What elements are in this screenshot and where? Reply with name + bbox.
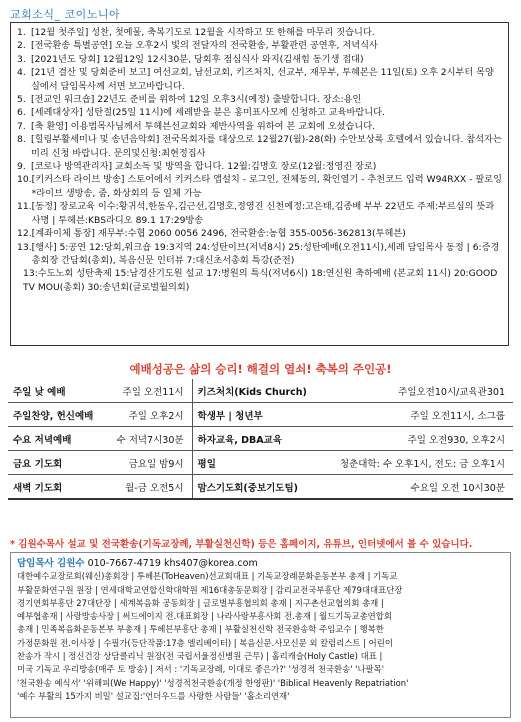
news-item-text: [전국환송 특별공연] 오늘 오후2시 빛의 전달자의 전국환송, 부활관련 공연후, 저녁식사	[31, 40, 378, 52]
news-item	[17, 120, 502, 133]
pastor-bio-line: 가정문화원 전.이사장 | 수필가(등단작품:17층 엘리베이터) | 복음신문.사모신문 외 칼럼리스트 | 어린이	[17, 637, 393, 648]
worship-row	[8, 403, 513, 427]
news-item-text: [행사] 5:공연 12:당회,워크숍 19:3지역 24:성탄이브(저녁8시) 25:성탄예배(오전11시),세례 담임목사 동정 | 6:증경총회장 간담회(총회), 복음신문 인터뷰 7:대신초서총회 특강(준전)	[31, 241, 500, 266]
news-item	[17, 106, 502, 119]
pastor-bio-line: 부활문화연구원 원장 | 연세대학교연합신학대학원 제16대총동문회장 | 감리교전국부흥단 제79대대표단장	[17, 584, 403, 595]
worship-time: 수요일 오전 10시30분	[321, 475, 513, 500]
worship-name: 맘스기도회(중보기도팀)	[192, 475, 321, 500]
news-item-text: [힐링부활세미나 및 송년음악회] 전국목회자를 대상으로 12월27(월)-28(화) 수안보상록 호텔에서 있습니다. 참석자는 미리 신청 바랍니다. 문의및신청:최현정집사	[31, 134, 502, 159]
pastor-name: 담임목사 김원수	[17, 558, 85, 569]
pastor-profile-box	[10, 552, 511, 718]
news-item-text: [전교인 워크숍] 22년도 준비를 위하여 12일 오후3시(예정) 출발합니다. 장소:용인	[31, 94, 362, 106]
pastor-bio-line: 찬송가 작시 | 정신건강 상담클리닉 원장(전 국립서울정신병원 근무) | 홀리캐슬(Holy Castle) 대표 |	[17, 651, 383, 662]
pastor-bio-line: '예수 부활의 15가지 비밀' 설교집:'언더우드를 사랑한 사람들' '홀소리연재'	[17, 690, 290, 701]
pastor-contact: 010-7667-4719 khs407@korea.com	[87, 558, 258, 569]
pastor-header	[17, 557, 506, 570]
pastor-bio-line: 경기연회부흥단 27대단장 | 세계복음화 공동회장 | 글로벌부흥협의회 총재 | 지구촌선교협의회 총재 |	[17, 597, 384, 608]
pastor-bio-line: '천국환송 예식서' '위해피(We Happy)' '성경적천국환송(개정 한영판)' 'Biblical Heavenly Repatriation'	[17, 677, 409, 688]
news-item	[17, 160, 502, 173]
news-item-number: 1.	[17, 27, 26, 38]
news-item-text: [세례대상자] 성탄절(25일 11시)에 세례받을 분은 홍미표사모께 신청하고 교육바랍니다.	[31, 107, 385, 119]
news-item-text: [12월 첫주일] 성찬, 첫예물, 축복기도로 12월을 시작하고 또 한해를 마무리 짓습니다.	[31, 27, 375, 38]
worship-time: 금요일 밤9시	[105, 451, 192, 475]
worship-time: 주일 오전930, 오후2시	[321, 427, 513, 451]
worship-time: 수 저녁7시30분	[105, 427, 192, 451]
worship-time: 주일 오전11시	[105, 379, 192, 403]
worship-row	[8, 379, 513, 403]
news-item-number: 6.	[17, 107, 26, 119]
worship-time: 주일 오전11시, 소그룹	[321, 403, 513, 427]
worship-time: 월-금 오전5시	[105, 475, 192, 500]
section-title: 교회소식_ 코이노니아	[10, 8, 121, 21]
news-item-text: [계좌이체 통장] 재무부:수협 2060 0056 2496, 전국환송:농협 355-0056-362813(투헤븐)	[31, 228, 406, 240]
news-list	[17, 26, 502, 267]
news-item	[17, 53, 502, 66]
news-item-number: 12.	[17, 228, 32, 240]
worship-name: 키즈처치(Kids Church)	[192, 379, 321, 403]
news-item	[17, 173, 502, 200]
news-item-text: [동정] 장로교육 이수:황귀석,한동우,김근선,김명호,정영진 신천예정:고은태,김종배 부부 22년도 주제:부르심의 뜻과사명 | 투헤븐:KBS라디오 89.1 17:29방송	[31, 201, 495, 226]
news-item	[17, 93, 502, 106]
worship-time: 주일오전10시/교육관301	[321, 379, 513, 403]
news-item-text: [코로나 방역관리자] 교회소독 및 방역을 합니다. 12월:김명호 장로(12월:정영진 장로)	[31, 161, 377, 173]
news-item	[17, 39, 502, 52]
church-news-box	[10, 22, 509, 346]
news-item-text: [21년 결산 및 당회준비 보고] 여선교회, 남선교회, 키즈처치, 선교부, 재무부, 투혜본은 11일(토) 오후 2시부터 목양실에서 담임목사께 서면 보고바랍니다.	[31, 67, 494, 92]
news-item-text: [2021년도 당회] 12월12일 12시30분, 당회후 점심식사 와지(김새힘 동기생 접대)	[31, 53, 364, 65]
news-item-text: [키커스타 라이브 방송] 스토어에서 키커스타 앱설치 - 로그인, 전체동의, 확인열기 - 추천코드 입력 W94RXX - 팔로잉 *라이브 생방송, 줌, 화상회의 등 일체 가능	[31, 174, 503, 199]
worship-slogan: 예배성공은 삶의 승리! 해결의 열쇠! 축복의 주인공!	[129, 362, 392, 376]
news-item	[17, 200, 502, 227]
news-item	[17, 241, 502, 268]
news-item	[17, 133, 502, 160]
news-item	[17, 26, 502, 39]
news-item-number: 7.	[17, 120, 26, 132]
pastor-bio-line: 총재 | 민족복음화운동본부 부총재 | 투헤븐부흥단 총재 | 부활실천신학 전국환송학 주임교수 | 행복한	[17, 624, 384, 635]
worship-name: 새벽 기도회	[8, 475, 105, 500]
news-item-number: 2.	[17, 40, 26, 52]
news-item-number: 8.	[17, 134, 26, 146]
news-item-number: 11.	[17, 201, 32, 213]
worship-row	[8, 451, 513, 475]
worship-name: 주일 낮 예배	[8, 379, 105, 403]
worship-schedule-table	[8, 379, 513, 500]
worship-name: 수요 저녁예배	[8, 427, 105, 451]
worship-name: 학생부 | 청년부	[192, 403, 321, 427]
online-notice: * 김원수목사 설교 및 전국환송(기독교장례, 부활실천신학) 등은 홈페이지, 유튜브, 인터넷에서 볼 수 있습니다.	[10, 539, 473, 550]
worship-time: 주일 오후2시	[105, 403, 192, 427]
pastor-bio-line: 예부협총재 | 사랑방송사장 | 써드에이지 전.대표회장 | 나라사랑부흥사회 전.총재 | 월드기독교총연합회	[17, 611, 392, 622]
pastor-bio-line: 대한예수교장로회(웨신)총회장 | 투헤븐(ToHeaven)선교회대표 | 기독교장례문화운동본부 총재 | 기독교	[17, 571, 398, 582]
worship-time: 청춘대학: 수 오후1시, 전도: 금 오후1시	[321, 451, 513, 475]
news-item	[17, 227, 502, 240]
worship-name: 하자교육, DBA교육	[192, 427, 321, 451]
worship-name: 평일	[192, 451, 321, 475]
news-item	[17, 66, 502, 93]
worship-row	[8, 475, 513, 500]
news-item-number: 9.	[17, 161, 26, 173]
news-item-number: 10.	[17, 174, 32, 186]
news-item-number: 3.	[17, 53, 26, 65]
worship-name: 금요 기도회	[8, 451, 105, 475]
news-item-number: 13.	[17, 241, 32, 253]
worship-name: 주일찬양, 헌신예배	[8, 403, 105, 427]
news-item-text: [축 환영] 이용범목사님께서 투헤븐선교회와 제반사역을 위하여 본 교회에 오셨습니다.	[31, 120, 376, 132]
pastor-bio-line: 미국 기독교 우리방송(매주 토 방송) | 저서 : '기독교장례, 이대로 좋은가?' '성경적 천국환송' '나팔목'	[17, 664, 385, 675]
pastor-bio	[17, 570, 506, 703]
news-item-number: 4.	[17, 67, 26, 79]
worship-row	[8, 427, 513, 451]
news-item-continuation: 13:수도노회 성탄축제 15:남경산기도원 설교 17:병원의 특식(저녁6시) 18:연신원 축하예배 (본교회 11시) 20:GOOD TV MOU(총회) 30:송년회(글로벌월의회)	[23, 268, 498, 293]
news-item-number: 5.	[17, 94, 26, 106]
